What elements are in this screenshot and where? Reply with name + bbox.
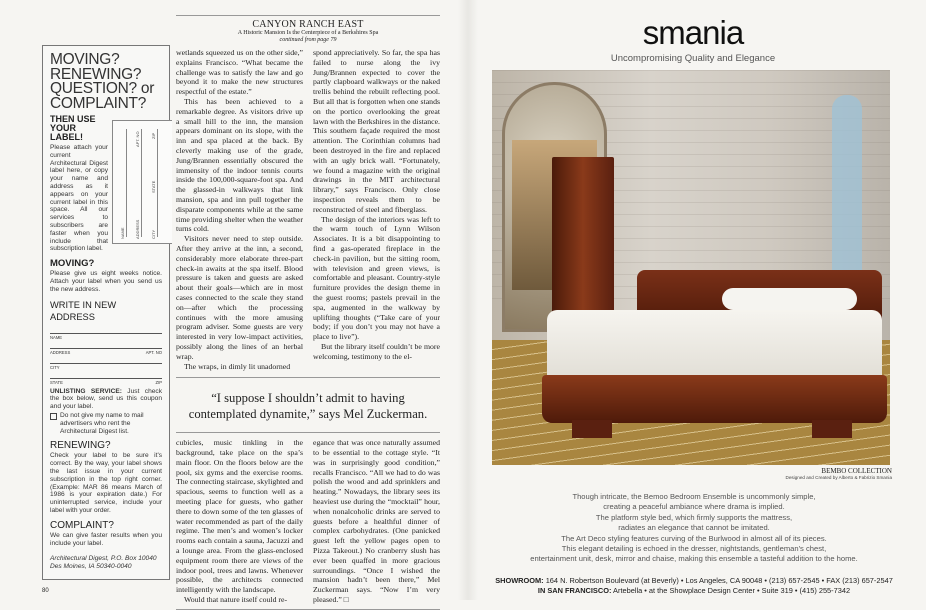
write-address-heading: WRITE IN NEW ADDRESS <box>50 299 117 322</box>
city-field[interactable]: CITY <box>50 363 162 370</box>
article-title: CANYON RANCH EAST <box>252 19 364 30</box>
showroom-info: SHOWROOM: 164 N. Robertson Boulevard (at Beverly) • Los Angeles, CA 90048 • (213) 657-2545 • FAX (213) 657-2547 IN SAN FRANCISCO: Artebella • at the Showplace Design Center • Suite 319 • (415) 255-7342 <box>495 576 893 595</box>
moving-heading: MOVING? <box>50 258 95 270</box>
article <box>176 15 440 605</box>
article-column-3: cubicles, music tinkling in the background, take place on the spa’s main floor. On the floors below are the pool, six gyms and the exercise rooms. The connecting staircase, skylighted and spacious, seems to function well as a meeting place for guests, who gather there to down some of the ten glasses of water recommended as part of the daily regime. The men’s and women’s locker rooms each contain a sauna, Jacuzzi and a lounge area. From the glass-enclosed equipment room there are views of the indoor pool, trees and lawns. Whenever possible, the architects connected intelligently with the landscape. Would that nature itself could re- <box>176 438 303 605</box>
coupon-headline: MOVING? RENEWING? QUESTION? or COMPLAINT? <box>50 51 155 112</box>
bedroom-photo <box>492 70 890 465</box>
moving-text: Please give us eight weeks notice. Attach your label when you send us the new address. <box>50 270 162 293</box>
unlisting-option: Do not give my name to mail advertisers who rent the Architectural Digest list. <box>50 412 162 435</box>
then-use-heading: THEN USE YOUR LABEL! <box>50 114 96 142</box>
renewing-text: Check your label to be sure it's correct. By the way, your label shows the last issue in your current subscription in the top right corner. (Example: MAR 86 means March of 1986 is your expiration date.) For uninterrupted service, include your label with your order. <box>50 452 162 514</box>
article-column-4: egance that was once naturally assumed to be essential to the cottage style. “It was in surprisingly good condition,” recalls Francisco. “All we had to do was polish the wood and add sprinklers and heating.” Nowadays, the library sees its heaviest use during the “mocktail” hour, when nonalcoholic drinks are served to guests before a healthful dinner of complex carbohydrates. (One panicked guest left the yellow pages open to Pizza Takeout.) No cranberry slush has ever been quaffed in more gracious surroundings. “Once I wished the mansion hadn’t been there,” Mel Zuckerman says. “Now I’m very pleased.” □ <box>313 438 440 605</box>
bed-frame <box>542 375 887 423</box>
address-field[interactable]: ADDRESS APT. NO <box>50 349 162 355</box>
renewing-heading: RENEWING? <box>50 440 111 452</box>
address-label-area[interactable]: NAME ADDRESS CITY APT. NO STATE ZIP <box>112 120 172 244</box>
subscription-coupon <box>42 45 170 580</box>
smania-logo: smania <box>642 14 744 51</box>
pull-quote: “I suppose I shouldn’t admit to having contemplated dynamite,” says Mel Zuckerman. <box>188 391 428 422</box>
photo-caption: BEMBO COLLECTION Designed and Created by Alberto & Fabrizio Smania <box>785 467 892 480</box>
article-subtitle: A Historic Mansion Is the Centerpiece of a Berkshires Spa <box>237 30 379 36</box>
page-number: 80 <box>42 588 49 594</box>
article-column-1: wetlands squeezed us on the other side,” explains Francisco. “What became the challenge was to satisfy the law and go beyond it to make the new structures respectful of the estate.” This has been achieved to a remarkable degree. As visitors drive up a small hill to the inn, the mansion appears dominant on its slope, with the inn and spa placed at the back. By cleverly making use of the grade, Jung/Brannen essentially obscured the immensity of the indoor tennis courts inside the 100,000-square-foot spa. And the glassed-in walkways that link mansion, spa and inn pull together the disparate components while at the same time providing shelter when the weather turns cold. Visitors never need to step outside. After they arrive at the inn, a second, considerably more elaborate three-part check-in awaits at the spa itself. Blood pressure is taken and guests are asked about their goals—which are in most cases connected to the scale they stand on—after which the processing continues with the more amusing program adviser. Some guests are very interested in very low-impact activities, possibly along the lines of an herbal wrap. The wraps, in dimly lit unadorned <box>176 48 303 371</box>
unlisting-text: UNLISTING SERVICE: Just check the box below, send us this coupon and your label. <box>50 387 163 411</box>
complaint-text: We can give faster results when you include your label. <box>50 531 162 547</box>
then-use-text: Please attach your current Architectural Digest label here, or copy your name and address as it appears on your current label in this space. All our services to subscribers are faster when you include that subscription label. <box>50 144 108 253</box>
bolster-pillow <box>722 288 857 310</box>
mailing-address: Architectural Digest, P.O. Box 10040 Des Moines, IA 50340-0040 <box>50 555 157 571</box>
burlwood-chest <box>552 157 614 322</box>
complaint-heading: COMPLAINT? <box>50 519 114 531</box>
article-header <box>176 19 440 44</box>
state-zip-field[interactable]: STATE ZIP <box>50 379 162 385</box>
continued-note: continued from page 79 <box>279 37 337 43</box>
name-field[interactable]: NAME <box>50 333 162 340</box>
unlisting-checkbox[interactable] <box>50 413 57 420</box>
statue <box>832 95 862 295</box>
ad-tagline: Uncompromising Quality and Elegance <box>610 53 776 64</box>
ad-body-text: Though intricate, the Bemoo Bedroom Ensemble is uncommonly simple, creating a peaceful ambiance where drama is implied. The platform style bed, which firmly supports the mattress, radiates an elegance that cannot be imitated. The Art Deco styling features curving of the Burlwood in almost all of its pieces. This elegant detailing is echoed in the dresser, nightstands, gentleman's chest, entertainment unit, desk, mirror and chaise, making this ensemble a tasteful addition to the home. <box>530 492 858 564</box>
article-column-2: spond appreciatively. So far, the spa has failed to nurse along the ivy Jung/Brannen expected to cover the partly clapboard walkways or the naked trellis behind the rebuilt reflecting pool. But all that is forgotten when one stands on the portico overlooking the great lawn with the Berkshires in the distance. This southern façade required the most attention. The Corinthian columns had been destroyed in the fire and replaced with an ugly brick wall. “Fortunately, we found a magazine with the original drawings in the MIT architectural library,” says Francisco. Only close inspection reveals them to be reconstructed of steel and fiberglass. The design of the interiors was left to the warm touch of Lynn Wilson Associates. It is a bit disappointing to find a gas-operated fireplace in the check-in pavilion, but the sitting room, with television and green views, is comfortable and pleasant. Country-style furniture provides the design theme in the guest rooms; pastels prevail in the spa, augmented in the walkway by uplifting thoughts (“Take care of your body; if you don’t you may not have a place to live”). But the library itself couldn’t be more welcoming, testimony to the el- <box>313 48 440 361</box>
